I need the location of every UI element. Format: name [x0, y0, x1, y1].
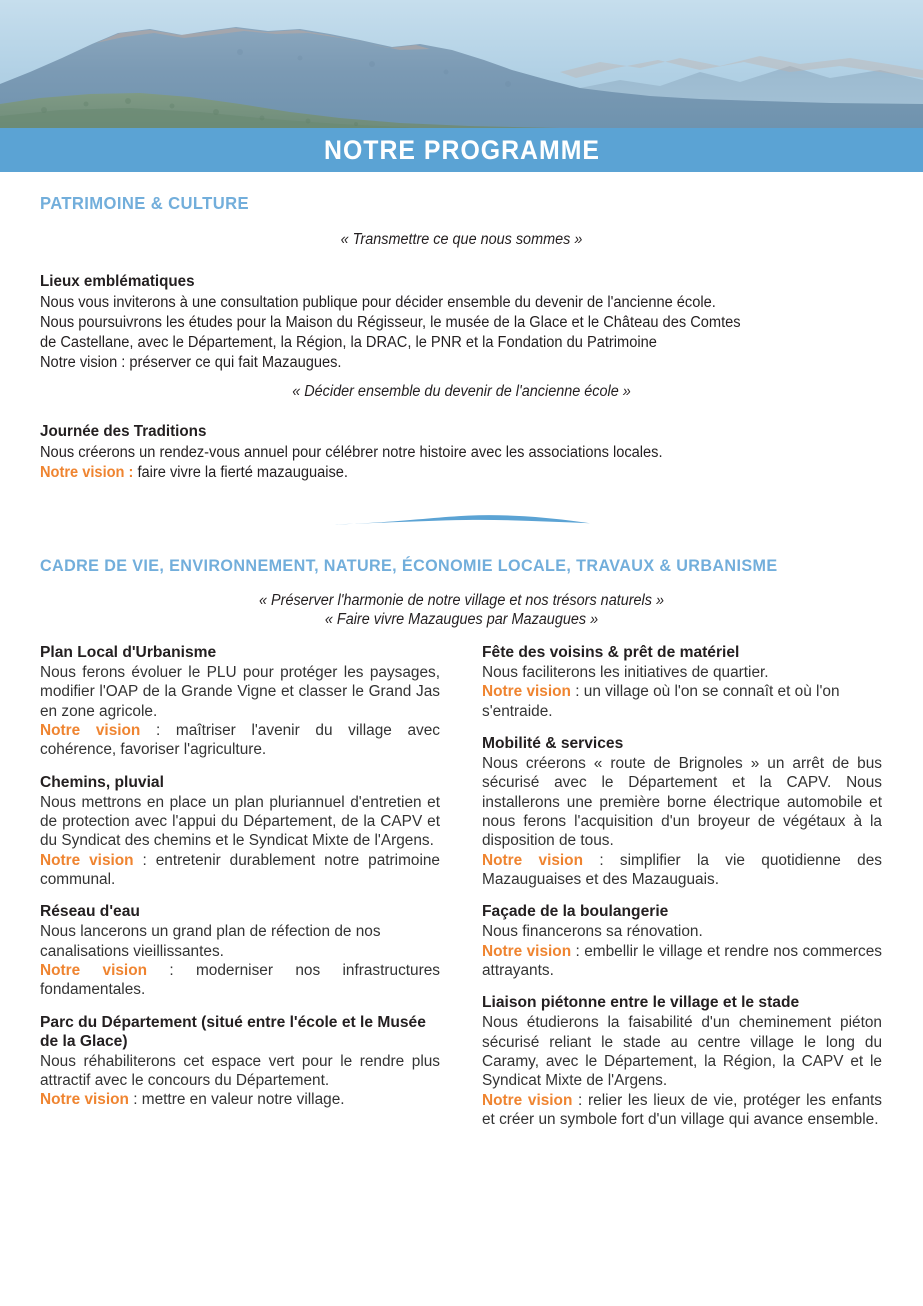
card-heading: Plan Local d'Urbanisme — [40, 644, 217, 662]
section-title-patrimoine-culture: PATRIMOINE & CULTURE — [40, 193, 249, 213]
card-vision — [40, 721, 440, 760]
vision-label: Notre vision — [482, 1091, 573, 1109]
section-title-cadre-de-vie: CADRE DE VIE, ENVIRONNEMENT, NATURE, ÉCONOMIE LOCALE, TRAVAUX & URBANISME — [40, 556, 778, 576]
vision-text: : simplifier la vie quotidienne des Mazauguaises et des Mazauguais. — [482, 851, 882, 889]
vision-label: Notre vision — [40, 962, 148, 980]
card-reseau-d-eau — [40, 902, 440, 999]
text-line: Nous créerons un rendez-vous annuel pour célébrer notre histoire avec les associations locales. — [40, 444, 663, 462]
vision-label: Notre vision — [40, 722, 141, 740]
mountain-landscape-icon — [0, 0, 923, 128]
vision-label: Notre vision — [482, 851, 583, 869]
vision-text: : entretenir durablement notre patrimoine communal. — [40, 851, 440, 889]
card-vision — [482, 942, 882, 981]
page-title: NOTRE PROGRAMME — [323, 134, 600, 165]
vision-text: faire vivre la fierté mazauguaise. — [133, 464, 348, 482]
text-line: Nous poursuivrons les études pour la Maison du Régisseur, le musée de la Glace et le Château des Comtes — [40, 314, 741, 332]
card-vision — [482, 682, 882, 721]
vision-label: Notre vision : — [40, 464, 134, 482]
card-facade-boulangerie — [482, 902, 882, 980]
heading-lieux-emblematiques: Lieux emblématiques — [40, 273, 195, 290]
vision-text: : embellir le village et rendre nos commerces attrayants. — [482, 942, 882, 980]
swoosh-icon — [334, 512, 590, 528]
card-heading: Façade de la boulangerie — [482, 903, 669, 921]
swoosh-divider — [40, 512, 883, 528]
card-body: Nous lancerons un grand plan de réfection de nos canalisations vieillissantes. — [40, 923, 381, 960]
block-journee-des-traditions — [40, 423, 883, 483]
text-line: Nous vous inviterons à une consultation publique pour décider ensemble du devenir de l'ancienne école. — [40, 294, 716, 311]
card-body: Nous ferons évoluer le PLU pour protéger les paysages, modifier l'OAP de la Grande Vigne et classer le Grand Jas en zone agricole. — [40, 664, 440, 720]
program-column-left — [40, 643, 440, 1129]
vision-text: : moderniser nos infrastructures fondamentales. — [40, 962, 440, 999]
card-body: Nous étudierons la faisabilité d'un cheminement piéton sécurisé reliant le stade au centre village le long du Caramy, avec le Département, la Région, la CAPV et le Syndicat Mixte de l'Argens. — [482, 1014, 882, 1090]
heading-journee-des-traditions: Journée des Traditions — [40, 423, 207, 441]
card-body: Nous financerons sa rénovation. — [482, 923, 703, 941]
card-body: Nous faciliterons les initiatives de quartier. — [482, 664, 769, 682]
card-mobilite-services — [482, 734, 882, 889]
card-vision — [40, 1090, 440, 1109]
header-photo-banner — [0, 0, 923, 128]
card-heading: Réseau d'eau — [40, 903, 140, 921]
card-vision — [482, 1091, 882, 1130]
quote-decider-ensemble: « Décider ensemble du devenir de l'ancienne école » — [292, 383, 631, 401]
card-vision — [482, 851, 882, 890]
text-line-vision — [40, 463, 841, 483]
quote-preserver-harmonie: « Préserver l'harmonie de notre village et nos trésors naturels » — [259, 592, 664, 610]
card-chemins-pluvial — [40, 773, 440, 890]
text-line: Notre vision : préserver ce qui fait Mazaugues. — [40, 354, 342, 372]
vision-label: Notre vision — [40, 851, 134, 869]
text-line: de Castellane, avec le Département, la Région, la DRAC, le PNR et la Fondation du Patrimoine — [40, 334, 657, 352]
card-body: Nous créerons « route de Brignoles » un arrêt de bus sécurisé avec le Département et la CAPV. Nous installerons une première borne électrique automobile et nous ferons l'acquisition d'un broyeur de végétaux à la disposition de tous. — [482, 755, 882, 850]
card-heading: Fête des voisins & prêt de matériel — [482, 644, 740, 662]
card-parc-du-departement — [40, 1013, 440, 1110]
quote-transmettre: « Transmettre ce que nous sommes » — [340, 231, 583, 248]
vision-label: Notre vision — [40, 1091, 129, 1109]
card-heading: Parc du Département (situé entre l'école et le Musée de la Glace) — [40, 1013, 426, 1050]
card-heading: Liaison piétonne entre le village et le stade — [482, 994, 800, 1012]
block-lieux-emblematiques — [40, 273, 883, 373]
quote-faire-vivre-mazaugues: « Faire vivre Mazaugues par Mazaugues » — [324, 611, 599, 629]
card-body: Nous mettrons en place un plan pluriannuel d'entretien et de protection avec l'appui du Département, de la CAPV et du Syndicat des chemins et le Syndicat Mixte de l'Argens. — [40, 793, 440, 850]
document-body — [0, 193, 923, 1129]
two-column-program-grid — [40, 643, 883, 1129]
vision-text: : un village où l'on se connaît et où l'on s'entraide. — [482, 683, 840, 720]
program-column-right — [482, 643, 882, 1129]
card-liaison-pietonne — [482, 993, 882, 1129]
vision-text: : maîtriser l'avenir du village avec cohérence, favoriser l'agriculture. — [40, 722, 440, 759]
card-vision — [40, 851, 440, 890]
vision-label: Notre vision — [482, 942, 572, 960]
program-title-bar — [0, 128, 923, 172]
card-body: Nous réhabiliterons cet espace vert pour le rendre plus attractif avec le concours du Département. — [40, 1052, 440, 1090]
card-fete-des-voisins — [482, 643, 882, 721]
card-vision — [40, 961, 440, 1000]
card-plan-local-urbanisme — [40, 643, 440, 760]
vision-label: Notre vision — [482, 683, 571, 701]
card-heading: Chemins, pluvial — [40, 773, 164, 791]
card-heading: Mobilité & services — [482, 735, 624, 753]
vision-text: : relier les lieux de vie, protéger les enfants et créer un symbole fort d'un village qui avance ensemble. — [482, 1091, 882, 1129]
vision-text: : mettre en valeur notre village. — [128, 1091, 345, 1109]
